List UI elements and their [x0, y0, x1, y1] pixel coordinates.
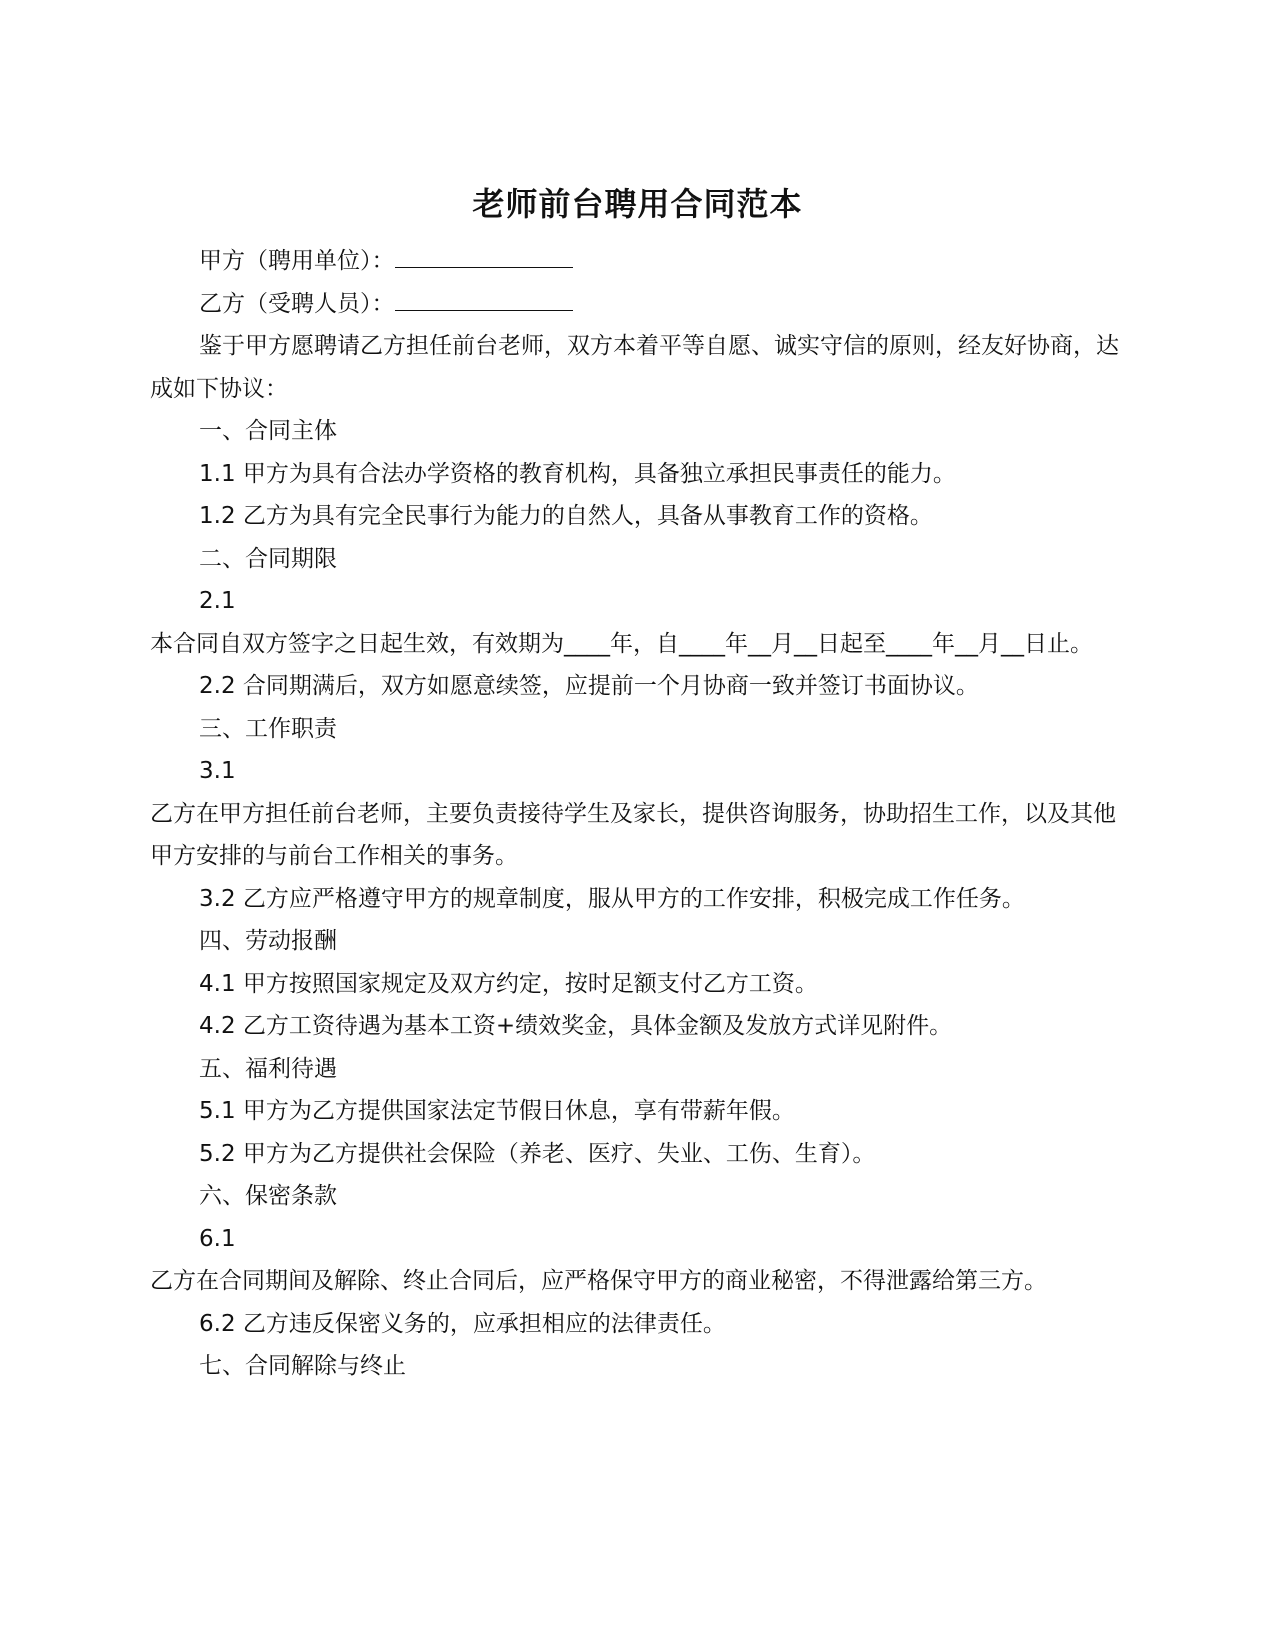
party-a-blank: [395, 241, 573, 268]
section-heading-4: 四、劳动报酬: [199, 928, 337, 954]
party-b-blank: [395, 284, 573, 311]
section-heading-1: 一、合同主体: [199, 418, 337, 444]
party-b-line: [150, 283, 1128, 326]
document-body: [150, 240, 1128, 1388]
clause-6-1-text: 乙方在合同期间及解除、终止合同后，应严格保守甲方的商业秘密，不得泄露给第三方。: [150, 1268, 1047, 1294]
clause-5-1: 5.1 甲方为乙方提供国家法定节假日休息，享有带薪年假。: [199, 1098, 795, 1124]
clause-1-2: 1.2 乙方为具有完全民事行为能力的自然人，具备从事教育工作的资格。: [199, 503, 933, 529]
party-b-label: 乙方（受聘人员）：: [199, 290, 395, 317]
section-heading-3: 三、工作职责: [199, 715, 337, 742]
section-heading-5: 五、福利待遇: [199, 1055, 337, 1082]
party-a-label: 甲方（聘用单位）：: [199, 248, 395, 274]
clause-6-2: 6.2 乙方违反保密义务的，应承担相应的法律责任。: [199, 1310, 726, 1337]
clause-2-1-number: 2.1: [199, 588, 236, 614]
section-heading-2: 二、合同期限: [199, 545, 337, 572]
clause-3-1-number: 3.1: [199, 758, 236, 784]
section-heading-6: 六、保密条款: [199, 1183, 337, 1209]
clause-4-2: 4.2 乙方工资待遇为基本工资+绩效奖金，具体金额及发放方式详见附件。: [199, 1013, 953, 1039]
clause-3-2: 3.2 乙方应严格遵守甲方的规章制度，服从甲方的工作安排，积极完成工作任务。: [199, 885, 1025, 912]
clause-2-1-text: 本合同自双方签字之日起生效，有效期为____年，自____年__月__日起至____年__月__日止。: [150, 630, 1093, 657]
clause-2-2: 2.2 合同期满后，双方如愿意续签，应提前一个月协商一致并签订书面协议。: [199, 673, 979, 699]
clause-1-1: 1.1 甲方为具有合法办学资格的教育机构，具备独立承担民事责任的能力。: [199, 460, 956, 487]
clause-5-2: 5.2 甲方为乙方提供社会保险（养老、医疗、失业、工伤、生育）。: [199, 1140, 876, 1167]
clause-4-1: 4.1 甲方按照国家规定及双方约定，按时足额支付乙方工资。: [199, 970, 818, 997]
clause-3-1-text: 乙方在甲方担任前台老师，主要负责接待学生及家长，提供咨询服务，协助招生工作，以及其他甲方安排的与前台工作相关的事务。: [150, 800, 1116, 869]
section-heading-7: 七、合同解除与终止: [199, 1353, 406, 1379]
party-a-line: [150, 240, 1128, 283]
preamble: 鉴于甲方愿聘请乙方担任前台老师，双方本着平等自愿、诚实守信的原则，经友好协商，达成如下协议：: [150, 333, 1119, 402]
document-title: 老师前台聘用合同范本: [472, 185, 803, 223]
clause-6-1-number: 6.1: [199, 1225, 236, 1252]
